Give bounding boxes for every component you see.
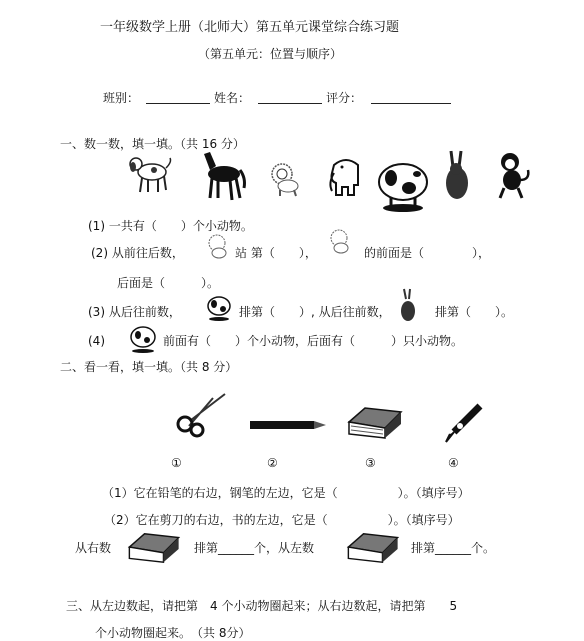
- pig-icon: [205, 292, 233, 322]
- s1-q2-d: 后面是（ ）。: [117, 276, 220, 290]
- fountain-pen-icon: [440, 402, 484, 446]
- elephant-icon: [326, 155, 366, 200]
- pig-icon: [373, 152, 433, 214]
- s2-q3-c: 排第______个。: [411, 541, 496, 555]
- s2-q3-b: 排第______个，从左数: [194, 541, 315, 555]
- page-subtitle: （第五单元：位置与顺序）: [198, 47, 343, 61]
- lion-icon: [205, 233, 229, 261]
- scissors-icon: [173, 390, 229, 438]
- page-title: 一年级数学上册（北师大）第五单元课堂综合练习题: [100, 20, 400, 35]
- item-number: ④: [448, 456, 459, 470]
- rabbit-icon: [398, 287, 418, 323]
- class-blank[interactable]: [146, 103, 210, 104]
- s2-q2: （2）它在剪刀的右边，书的左边，它是（ ）。（填序号）: [104, 513, 460, 527]
- s2-q3-a: 从右数: [75, 541, 112, 555]
- horse-icon: [196, 148, 248, 204]
- s1-q2-b: 站 第（ ），: [235, 246, 317, 260]
- name-blank[interactable]: [258, 103, 322, 104]
- s1-q2-a: (2) 从前往后数，: [91, 246, 184, 260]
- s1-q4-b: 前面有（ ）个小动物，后面有（ ）只小动物。: [163, 334, 464, 348]
- lion-icon: [327, 228, 351, 256]
- s3-line2: 个小动物圈起来。 （共 8分）: [95, 626, 251, 640]
- s1-q4-a: (4): [88, 334, 105, 348]
- lion-icon: [266, 160, 302, 198]
- pig-icon: [128, 322, 158, 354]
- s3-line1: 三、从左边数起，请把第 4 个小动物圈起来；从右边数起，请把第 5: [66, 599, 458, 613]
- monkey-icon: [492, 150, 532, 200]
- section1-heading: 一、数一数，填一填。（共 16 分）: [60, 137, 245, 151]
- item-number: ①: [171, 456, 182, 470]
- item-number: ②: [267, 456, 278, 470]
- class-label: 班别：: [103, 91, 140, 105]
- item-number: ③: [365, 456, 376, 470]
- s1-q3-b: 排第（ ）, 从后往前数，: [239, 305, 391, 319]
- dog-icon: [124, 150, 174, 198]
- name-label: 姓名：: [214, 91, 251, 105]
- book-icon: [344, 530, 402, 566]
- rabbit-icon: [441, 147, 475, 205]
- s2-q1: （1）它在铅笔的右边，钢笔的左边，它是（ ）。（填序号）: [102, 486, 470, 500]
- s1-q2-c: 的前面是（ ），: [364, 246, 491, 260]
- s1-q1: (1) 一共有（ ）个小动物。: [88, 219, 253, 233]
- pencil-icon: [250, 419, 328, 431]
- book-icon: [125, 530, 183, 566]
- section2-heading: 二、看一看，填一填。（共 8 分）: [60, 360, 238, 374]
- score-blank[interactable]: [371, 103, 451, 104]
- book-icon: [345, 404, 405, 442]
- s1-q3-a: (3) 从后往前数，: [88, 305, 181, 319]
- score-label: 评分：: [326, 91, 363, 105]
- s1-q3-c: 排第（ ）。: [435, 305, 514, 319]
